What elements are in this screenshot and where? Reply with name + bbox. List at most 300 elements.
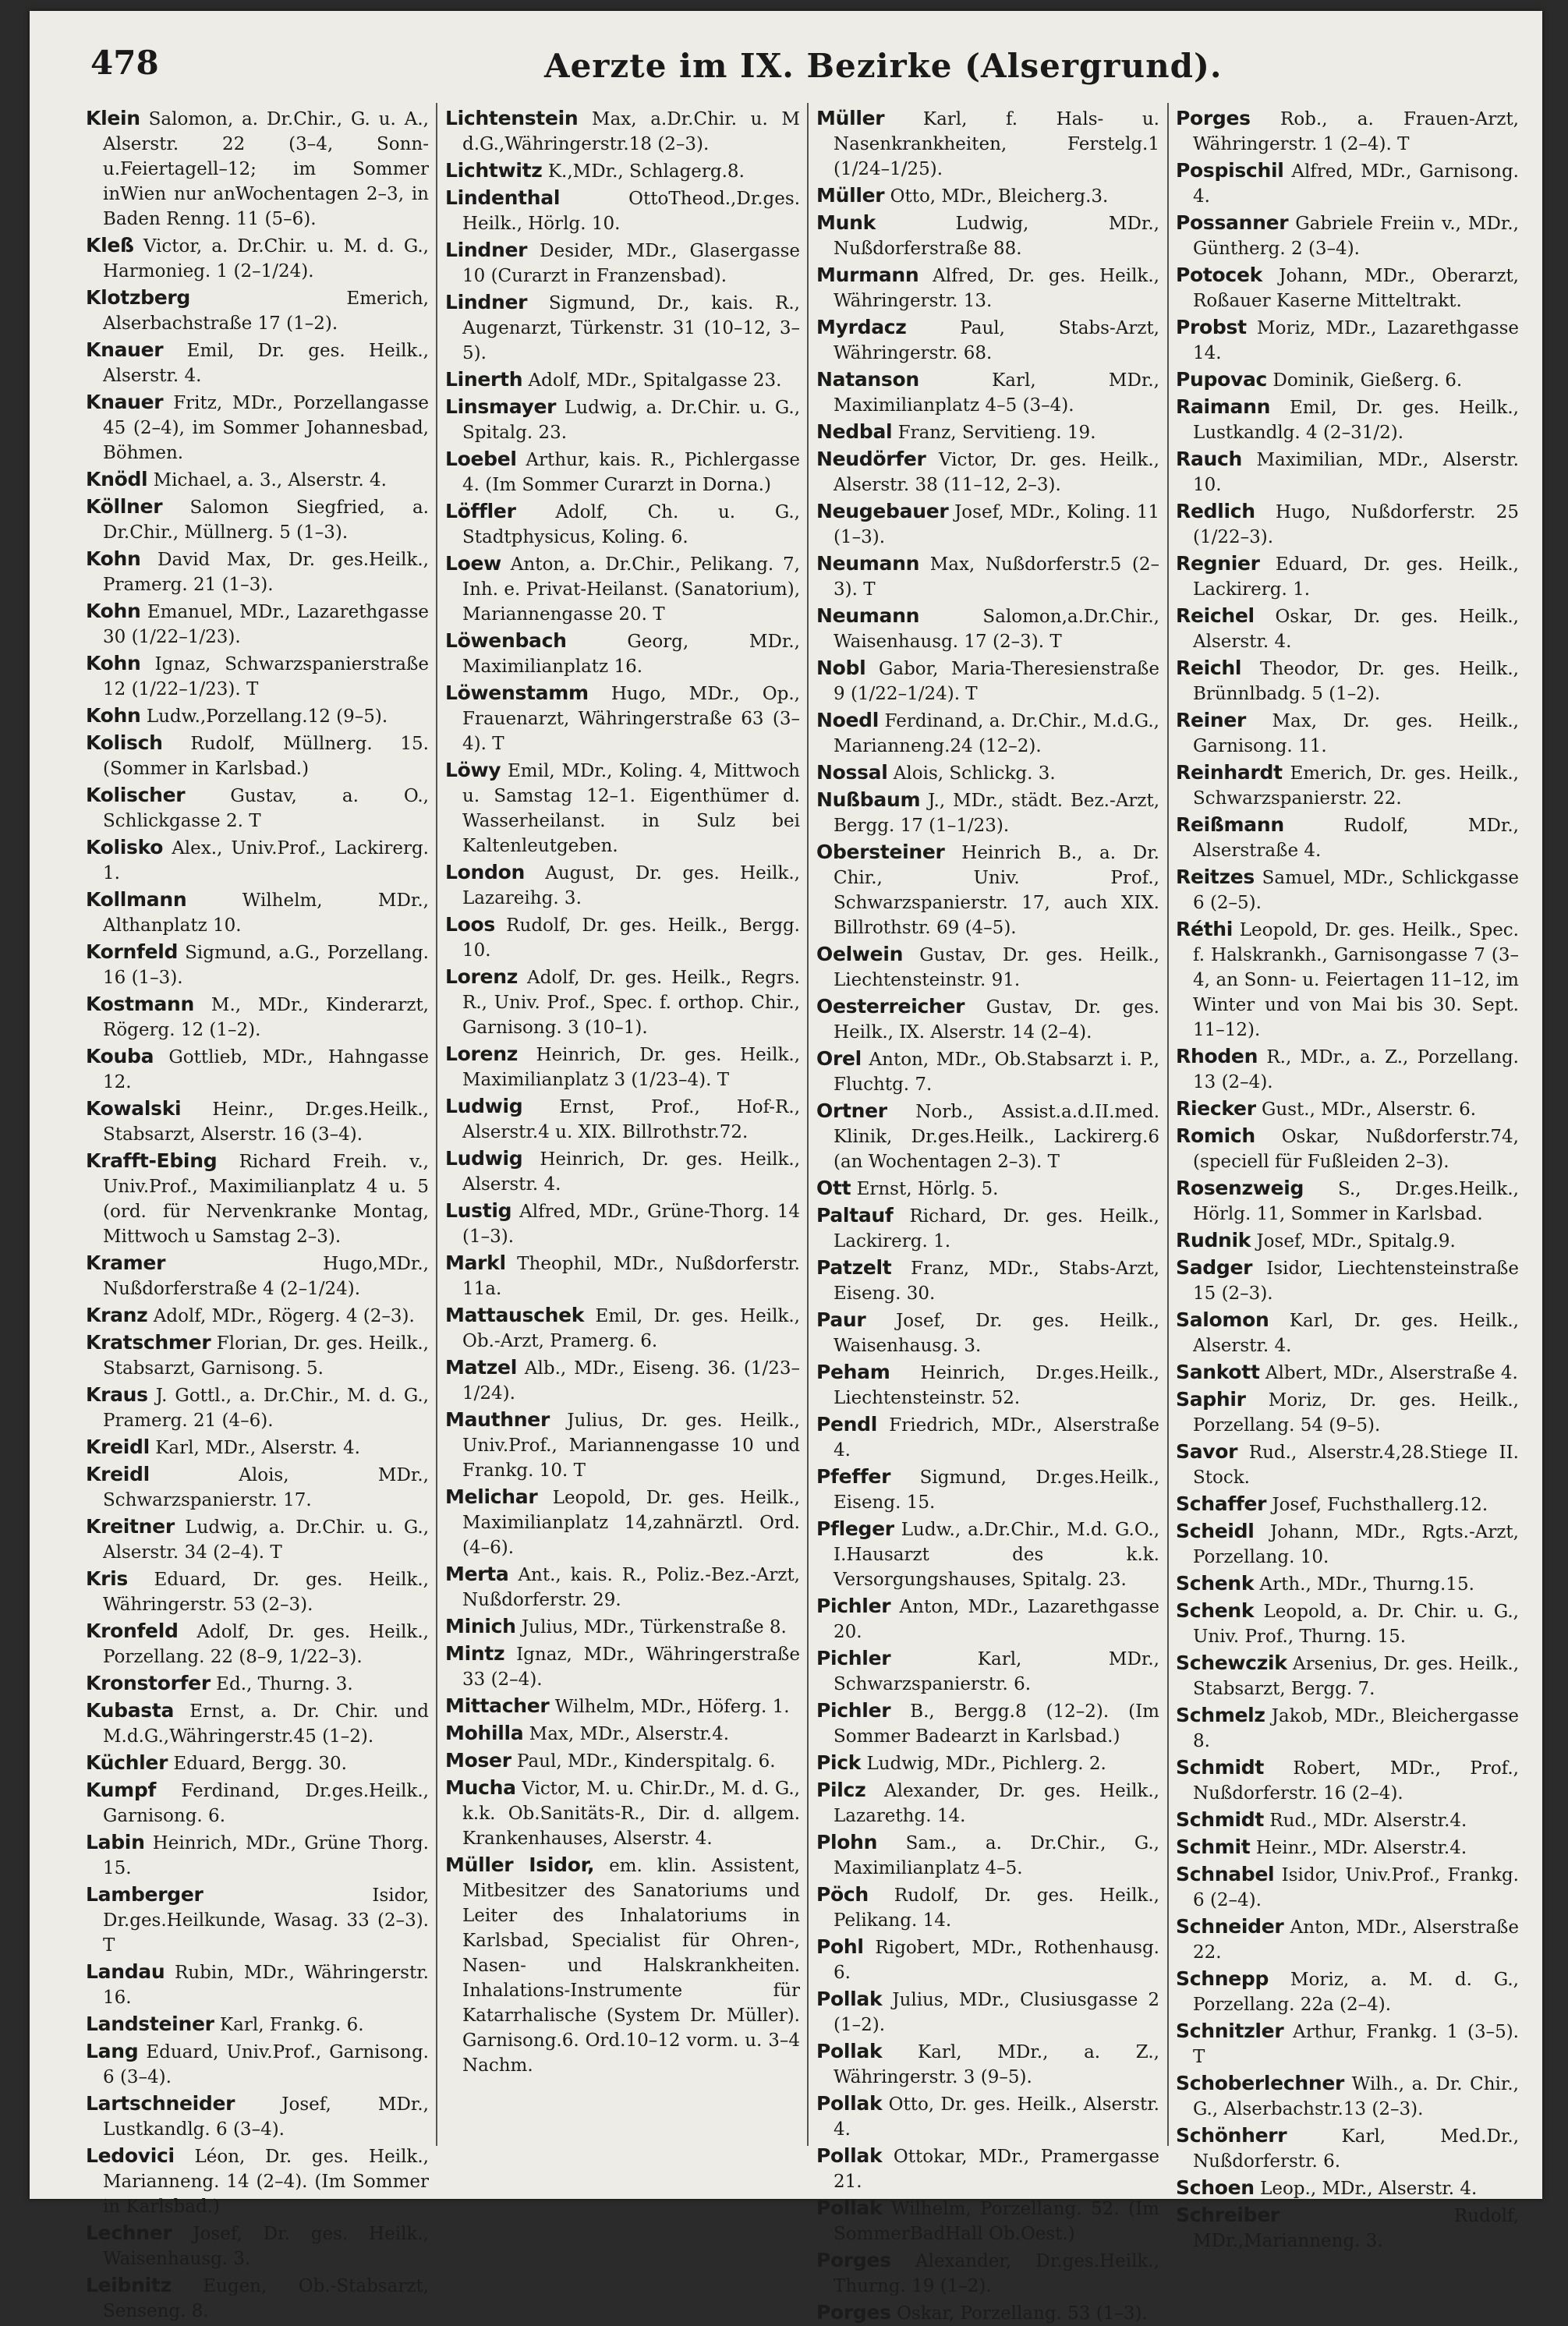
- directory-entry: [86, 731, 429, 781]
- entry-details: Oskar, Nußdorferstr.74, (speciell für Fußleiden 2–3).: [1193, 1127, 1519, 1172]
- physician-name: Pilcz: [816, 1779, 866, 1801]
- entry-details: Eugen, Ob.-Stabsarzt, Senseng. 8.: [103, 2276, 429, 2321]
- physician-name: Ortner: [816, 1099, 887, 1122]
- entry-details: Alfred, MDr., Grüne-Thorg. 14 (1–3).: [462, 1202, 800, 1247]
- entry-details: Ernst, Prof., Hof-R., Alserstr.4 u. XIX. Billrothstr.72.: [462, 1097, 800, 1142]
- directory-entry: [445, 447, 800, 497]
- physician-name: Kumpf: [86, 1779, 157, 1801]
- physician-name: Potocek: [1176, 264, 1262, 286]
- directory-entry: [445, 1303, 800, 1354]
- directory-entry: [1176, 708, 1519, 759]
- directory-entry: [86, 285, 429, 336]
- entry-details: OttoTheod.,Dr.ges. Heilk., Hörlg. 10.: [462, 189, 800, 234]
- physician-name: Reißmann: [1176, 813, 1284, 836]
- entry-details: Léon, Dr. ges. Heilk., Marianneng. 14 (2–4). (Im Sommer in Karlsbad.): [103, 2147, 429, 2217]
- entry-details: Josef, Dr. ges. Heilk., Waisenhausg. 3.: [103, 2224, 429, 2269]
- directory-entry: [816, 1751, 1159, 1776]
- directory-entry: [445, 1641, 800, 1692]
- physician-name: Kleß: [86, 234, 134, 257]
- entry-details: Alex., Univ.Prof., Lackirerg. 1.: [103, 838, 429, 883]
- directory-entry: [86, 2221, 429, 2271]
- physician-name: Oelwein: [816, 943, 904, 965]
- entry-details: Moriz, Dr. ges. Heilk., Porzellang. 54 (9–5).: [1193, 1390, 1519, 1436]
- directory-entry: [816, 1698, 1159, 1749]
- entry-details: Maximilian, MDr., Alserstr. 10.: [1193, 450, 1519, 495]
- physician-name: Schewczik: [1176, 1652, 1287, 1674]
- entry-details: Rudolf, Dr. ges. Heilk., Pelikang. 14.: [834, 1885, 1159, 1931]
- directory-entry: [816, 1517, 1159, 1592]
- entry-details: Rud., Alserstr.4,28.Stiege II. Stock.: [1193, 1443, 1519, 1488]
- physician-name: Neumann: [816, 604, 920, 627]
- physician-name: Rauch: [1176, 448, 1243, 470]
- entry-details: Georg, MDr., Maximilianplatz 16.: [462, 632, 800, 677]
- entry-details: Isidor, Dr.ges.Heilkunde, Wasag. 33 (2–3). T: [103, 1885, 429, 1956]
- physician-name: Regnier: [1176, 552, 1260, 575]
- directory-entry: [816, 840, 1159, 940]
- physician-name: Savor: [1176, 1440, 1238, 1463]
- directory-entry: [86, 1149, 429, 1249]
- directory-entry: [1176, 158, 1519, 209]
- entry-details: Gabor, Maria-Theresienstraße 9 (1/22–1/24). T: [834, 659, 1159, 704]
- entry-details: Karl, Dr. ges. Heilk., Alserstr. 4.: [1193, 1311, 1519, 1356]
- directory-entry: [1176, 1651, 1519, 1701]
- directory-page: [30, 11, 1542, 2324]
- entry-details: Julius, MDr., Clusiusgasse 2 (1–2).: [834, 1990, 1159, 2035]
- directory-entry: [86, 1882, 429, 1958]
- physician-name: Ludwig: [445, 1147, 523, 1170]
- directory-entry: [86, 887, 429, 938]
- directory-entry: [445, 1853, 800, 2078]
- entry-details: Rudolf, MDr., Alserstraße 4.: [1193, 816, 1519, 861]
- entry-details: Emerich, Dr. ges. Heilk., Schwarzspanierstr. 22.: [1193, 763, 1519, 809]
- entry-details: S., Dr.ges.Heilk., Hörlg. 11, Sommer in Karlsbad.: [1193, 1179, 1519, 1224]
- directory-entry: [86, 1435, 429, 1460]
- entry-details: Salomon, a. Dr.Chir., G. u. A., Alserstr. 22 (3–4, Sonn- u.Feiertagell–12; im Sommer inWien nur anWochentagen 2–3, in Baden Renng. 11 (5–6).: [103, 109, 429, 229]
- directory-entry: [816, 1308, 1159, 1358]
- entry-details: Adolf, Dr. ges. Heilk., Porzellang. 22 (8–9, 1/22–3).: [103, 1622, 429, 1667]
- entry-details: Alb., MDr., Eiseng. 36. (1/23–1/24).: [462, 1358, 800, 1404]
- physician-name: Sadger: [1176, 1256, 1253, 1279]
- directory-entry: [816, 656, 1159, 706]
- entry-details: Dominik, Gießerg. 6.: [1267, 370, 1463, 391]
- physician-name: Neudörfer: [816, 448, 926, 470]
- directory-entry: [86, 106, 429, 232]
- physician-name: Mittacher: [445, 1694, 550, 1717]
- entry-details: Ernst, Hörlg. 5.: [851, 1179, 999, 1199]
- directory-entry: [1176, 1598, 1519, 1649]
- directory-entry: [86, 703, 429, 729]
- physician-name: Schmit: [1176, 1836, 1251, 1858]
- entry-details: Wilhelm, MDr., Althanplatz 10.: [103, 890, 429, 936]
- physician-name: Kolischer: [86, 784, 186, 806]
- physician-name: Köllner: [86, 495, 163, 518]
- physician-name: Schreiber: [1176, 2204, 1280, 2226]
- entry-details: Karl, MDr., Maximilianplatz 4–5 (3–4).: [834, 370, 1159, 416]
- entry-details: Josef, Dr. ges. Heilk., Waisenhausg. 3.: [834, 1311, 1159, 1356]
- physician-name: Schmidt: [1176, 1808, 1264, 1831]
- entry-details: Johann, MDr., Oberarzt, Roßauer Kaserne Mitteltrakt.: [1193, 266, 1519, 311]
- directory-entry: [445, 758, 800, 859]
- entry-details: Ottokar, MDr., Pramergasse 21.: [834, 2147, 1159, 2192]
- entry-details: Victor, M. u. Chir.Dr., M. d. G., k.k. Ob.Sanitäts-R., Dir. d. allgem. Krankenhauses, Alserstr. 4.: [462, 1779, 800, 1849]
- column-rule: [1167, 103, 1169, 2146]
- directory-entry: [445, 1775, 800, 1851]
- physician-name: Lamberger: [86, 1883, 204, 1906]
- physician-name: Lindner: [445, 239, 528, 261]
- physician-name: Schnitzler: [1176, 2020, 1284, 2042]
- physician-name: Lichtenstein: [445, 107, 579, 129]
- physician-name: Mauthner: [445, 1408, 550, 1431]
- directory-entry: [1176, 499, 1519, 550]
- directory-entry: [86, 1830, 429, 1881]
- physician-name: Lorenz: [445, 965, 518, 988]
- physician-name: Labin: [86, 1831, 145, 1853]
- entry-details: Florian, Dr. ges. Heilk., Stabsarzt, Garnisong. 5.: [103, 1333, 429, 1379]
- directory-entry: [816, 2091, 1159, 2142]
- directory-entry: [86, 1044, 429, 1095]
- directory-entry: [816, 367, 1159, 418]
- physician-name: Kolisko: [86, 836, 164, 859]
- physician-name: Löwy: [445, 759, 501, 781]
- entry-details: Salomon,a.Dr.Chir., Waisenhausg. 17 (2–3). T: [834, 607, 1159, 652]
- entry-details: Ignaz, MDr., Währingerstraße 33 (2–4).: [462, 1644, 800, 1690]
- physician-name: Nedbal: [816, 420, 893, 443]
- physician-name: Pichler: [816, 1595, 891, 1617]
- directory-entry: [816, 1646, 1159, 1697]
- entry-details: Victor, Dr. ges. Heilk., Alserstr. 38 (11–12, 2–3).: [834, 450, 1159, 495]
- physician-name: Redlich: [1176, 500, 1255, 522]
- directory-entry: [816, 1412, 1159, 1463]
- directory-entry: [1176, 2123, 1519, 2174]
- physician-name: Schnepp: [1176, 1967, 1269, 1990]
- entry-details: Julius, Dr. ges. Heilk., Univ.Prof., Mariannengasse 10 und Frankg. 10. T: [462, 1411, 800, 1481]
- entry-details: Hugo, Nußdorferstr. 25 (1/22–3).: [1193, 502, 1519, 547]
- directory-entry: [1176, 656, 1519, 706]
- physician-name: Lichtwitz: [445, 159, 543, 182]
- physician-name: Schenk: [1176, 1599, 1255, 1622]
- entry-details: Robert, MDr., Prof., Nußdorferstr. 16 (2–4).: [1193, 1758, 1519, 1804]
- directory-entry: [86, 2012, 429, 2037]
- entry-details: Rudolf, Müllnerg. 15. (Sommer in Karlsbad.): [103, 734, 429, 779]
- physician-name: Pupovac: [1176, 368, 1268, 391]
- entry-details: Eduard, Bergg. 30.: [168, 1754, 347, 1774]
- directory-entry: [1176, 1124, 1519, 1174]
- physician-name: Porges: [1176, 107, 1251, 129]
- entry-details: Rud., MDr. Alserstr.4.: [1264, 1811, 1467, 1831]
- entry-details: Sigmund, a.G., Porzellang. 16 (1–3).: [103, 943, 429, 988]
- directory-entry: [816, 1360, 1159, 1411]
- directory-entry: [445, 860, 800, 911]
- directory-entry: [816, 708, 1159, 759]
- entry-details: Emil, Dr. ges. Heilk., Alserstr. 4.: [103, 341, 429, 386]
- physician-name: Pfleger: [816, 1517, 894, 1540]
- physician-name: Scheidl: [1176, 1520, 1255, 1542]
- directory-entry: [816, 1935, 1159, 1985]
- entry-details: Max, MDr., Alserstr.4.: [523, 1724, 730, 1744]
- column-rule: [807, 103, 809, 2146]
- physician-name: Orel: [816, 1047, 862, 1070]
- directory-entry: [1176, 1703, 1519, 1754]
- physician-name: Schneider: [1176, 1915, 1284, 1938]
- entry-details: Alexander, Dr.ges.Heilk., Thurng. 19 (1–2).: [834, 2251, 1159, 2296]
- physician-name: Klotzberg: [86, 286, 190, 309]
- directory-entry: [1176, 1044, 1519, 1095]
- directory-entry: [86, 2144, 429, 2219]
- physician-name: Mattauschek: [445, 1304, 585, 1326]
- entry-details: Victor, a. Dr.Chir. u. M. d. G., Harmonieg. 1 (2–1/24).: [103, 236, 429, 281]
- directory-entry: [445, 1562, 800, 1613]
- entry-details: Josef, Fuchsthallerg.12.: [1266, 1495, 1488, 1515]
- directory-entry: [86, 783, 429, 834]
- entry-details: Eduard, Dr. ges. Heilk., Lackirerg. 1.: [1193, 554, 1519, 600]
- directory-entry: [86, 651, 429, 702]
- physician-name: Pendl: [816, 1413, 878, 1436]
- entry-details: Ant., kais. R., Poliz.-Bez.-Arzt, Nußdorferstr. 29.: [462, 1565, 800, 1610]
- physician-name: Pollak: [816, 2197, 883, 2219]
- entry-details: Paul, Stabs-Arzt, Währingerstr. 68.: [834, 318, 1159, 363]
- entry-details: Franz, MDr., Stabs-Arzt, Eiseng. 30.: [834, 1259, 1159, 1304]
- entry-details: Heinr., MDr. Alserstr.4.: [1250, 1838, 1467, 1858]
- physician-name: Kornfeld: [86, 940, 179, 963]
- physician-name: Kris: [86, 1567, 128, 1590]
- directory-entry: [1176, 1387, 1519, 1438]
- physician-name: Paltauf: [816, 1204, 894, 1227]
- physician-name: Kronfeld: [86, 1620, 179, 1642]
- physician-name: Schoen: [1176, 2176, 1255, 2199]
- physician-name: Pichler: [816, 1647, 891, 1669]
- entry-details: Gottlieb, MDr., Hahngasse 12.: [103, 1047, 429, 1092]
- entry-details: Heinrich, Dr. ges. Heilk., Alserstr. 4.: [462, 1149, 800, 1195]
- directory-entry: [816, 2248, 1159, 2299]
- directory-entry: [445, 186, 800, 236]
- entry-details: Heinrich, Dr. ges. Heilk., Maximilianplatz 3 (1/23–4). T: [462, 1045, 800, 1090]
- entry-details: Friedrich, MDr., Alserstraße 4.: [834, 1415, 1159, 1460]
- physician-name: Kreitner: [86, 1515, 175, 1538]
- entry-details: Leopold, Dr. ges. Heilk., Spec. f. Halskrankh., Garnisongasse 7 (3–4, an Sonn- u. Feiertagen 11–12, im Winter und von Mai bis 30. Sept. 11–12).: [1193, 920, 1519, 1040]
- physician-name: Kranz: [86, 1304, 148, 1326]
- entry-details: Josef, MDr., Lustkandlg. 6 (3–4).: [103, 2094, 429, 2140]
- entry-details: Gustav, a. O., Schlickgasse 2. T: [103, 786, 429, 831]
- directory-entry: [816, 2300, 1159, 2326]
- entry-details: Julius, MDr., Türkenstraße 8.: [515, 1617, 787, 1637]
- directory-entry: [445, 395, 800, 445]
- entry-details: Desider, MDr., Glasergasse 10 (Curarzt in Franzensbad).: [462, 241, 800, 286]
- physician-name: Riecker: [1176, 1097, 1256, 1120]
- directory-entry: [816, 760, 1159, 786]
- physician-name: Kronstorfer: [86, 1672, 211, 1694]
- physician-name: Pollak: [816, 2092, 883, 2115]
- directory-entry: [445, 158, 800, 184]
- entry-details: Ignaz, Schwarzspanierstraße 12 (1/22–1/23). T: [103, 654, 429, 699]
- directory-entry: [816, 1099, 1159, 1174]
- directory-entry: [816, 1594, 1159, 1644]
- directory-entry: [1176, 760, 1519, 811]
- physician-name: Mohilla: [445, 1722, 524, 1744]
- directory-entry: [86, 1751, 429, 1776]
- directory-entry: [445, 965, 800, 1040]
- physician-name: Obersteiner: [816, 841, 945, 863]
- directory-entry: [1176, 2203, 1519, 2253]
- directory-column-4: [1176, 106, 1519, 2251]
- physician-name: Kostmann: [86, 993, 195, 1015]
- entry-details: Heinrich, MDr., Grüne Thorg. 15.: [103, 1833, 429, 1878]
- physician-name: Klein: [86, 107, 140, 129]
- directory-column-1: [86, 106, 429, 2321]
- physician-name: Loew: [445, 552, 501, 575]
- physician-name: Schaffer: [1176, 1492, 1267, 1515]
- physician-name: Réthi: [1176, 918, 1234, 940]
- directory-entry: [86, 835, 429, 886]
- physician-name: Pick: [816, 1751, 862, 1774]
- directory-entry: [86, 1303, 429, 1329]
- physician-name: Lechner: [86, 2222, 172, 2244]
- entry-details: J., MDr., städt. Bez.-Arzt, Bergg. 17 (1–1/23).: [834, 791, 1159, 836]
- physician-name: Munk: [816, 211, 876, 234]
- physician-name: Pfeffer: [816, 1465, 891, 1488]
- directory-entry: [816, 1046, 1159, 1097]
- physician-name: Knödl: [86, 468, 148, 490]
- entry-details: Emanuel, MDr., Lazarethgasse 30 (1/22–1/23).: [103, 602, 429, 647]
- entry-details: Heinr., Dr.ges.Heilk., Stabsarzt, Alserstr. 16 (3–4).: [103, 1099, 429, 1145]
- entry-details: Anton, MDr., Ob.Stabsarzt i. P., Fluchtg. 7.: [834, 1050, 1159, 1095]
- entry-details: Hugo, MDr., Op., Frauenarzt, Währingerstraße 63 (3–4). T: [462, 684, 800, 754]
- physician-name: Plohn: [816, 1831, 878, 1853]
- physician-name: Porges: [816, 2301, 891, 2324]
- directory-entry: [816, 1255, 1159, 1306]
- entry-details: Alfred, Dr. ges. Heilk., Währingerstr. 13.: [834, 266, 1159, 311]
- directory-entry: [1176, 1492, 1519, 1517]
- directory-entry: [816, 2196, 1159, 2246]
- directory-entry: [816, 263, 1159, 313]
- physician-name: Leibnitz: [86, 2274, 172, 2296]
- physician-name: Merta: [445, 1563, 509, 1585]
- physician-name: Reichl: [1176, 657, 1242, 679]
- entry-details: Karl, Frankg. 6.: [214, 2015, 364, 2035]
- column-rule: [436, 103, 437, 2146]
- directory-entry: [1176, 917, 1519, 1043]
- entry-details: Otto, MDr., Bleicherg.3.: [884, 186, 1109, 207]
- physician-name: Krafft-Ebing: [86, 1149, 218, 1172]
- directory-entry: [1176, 865, 1519, 915]
- physician-name: Kraus: [86, 1383, 148, 1406]
- physician-name: Neugebauer: [816, 500, 949, 522]
- entry-details: Alois, Schlickg. 3.: [887, 763, 1056, 784]
- directory-entry: [816, 1203, 1159, 1254]
- entry-details: Arthur, Frankg. 1 (3–5). T: [1193, 2022, 1519, 2067]
- entry-details: August, Dr. ges. Heilk., Lazareihg. 3.: [462, 863, 800, 908]
- entry-details: Anton, MDr., Alserstraße 22.: [1193, 1917, 1519, 1963]
- entry-details: Rob., a. Frauen-Arzt, Währingerstr. 1 (2–4). T: [1193, 109, 1519, 154]
- entry-details: Leop., MDr., Alserstr. 4.: [1254, 2179, 1478, 2199]
- directory-entry: [816, 1830, 1159, 1881]
- directory-entry: [445, 912, 800, 963]
- physician-name: Myrdacz: [816, 316, 907, 338]
- physician-name: Müller Isidor,: [445, 1853, 595, 1876]
- entry-details: Arsenius, Dr. ges. Heilk., Stabsarzt, Bergg. 7.: [1193, 1654, 1519, 1699]
- directory-entry: [86, 494, 429, 545]
- entry-details: Theodor, Dr. ges. Heilk., Brünnlbadg. 5 (1–2).: [1193, 659, 1519, 704]
- entry-details: Ludwig, MDr., Pichlerg. 2.: [861, 1754, 1106, 1774]
- physician-name: Pichler: [816, 1699, 891, 1722]
- physician-name: Mucha: [445, 1776, 516, 1799]
- directory-entry: [816, 2144, 1159, 2194]
- physician-name: Moser: [445, 1749, 511, 1772]
- directory-entry: [816, 1176, 1159, 1202]
- directory-entry: [445, 1721, 800, 1747]
- directory-entry: [1176, 1519, 1519, 1570]
- physician-name: Kowalski: [86, 1097, 182, 1120]
- entry-details: Leopold, Dr. ges. Heilk., Maximilianplatz 14,zahnärztl. Ord. (4–6).: [462, 1488, 800, 1558]
- physician-name: Possanner: [1176, 211, 1289, 234]
- physician-name: Kohn: [86, 600, 141, 622]
- physician-name: Kolisch: [86, 731, 163, 754]
- directory-entry: [816, 1987, 1159, 2037]
- directory-entry: [86, 1462, 429, 1513]
- physician-name: Pospischil: [1176, 159, 1284, 182]
- directory-entry: [445, 1748, 800, 1774]
- directory-entry: [1176, 1835, 1519, 1860]
- physician-name: Melichar: [445, 1485, 538, 1508]
- directory-entry: [1176, 1360, 1519, 1386]
- directory-entry: [1176, 551, 1519, 602]
- directory-entry: [445, 1614, 800, 1640]
- directory-entry: [445, 1407, 800, 1483]
- entry-details: Anton, MDr., Lazarethgasse 20.: [834, 1597, 1159, 1642]
- directory-entry: [816, 551, 1159, 602]
- entry-details: Hugo,MDr., Nußdorferstraße 4 (2–1/24).: [103, 1254, 429, 1299]
- physician-name: Pohl: [816, 1935, 864, 1958]
- directory-entry: [1176, 395, 1519, 445]
- directory-entry: [86, 1671, 429, 1697]
- directory-entry: [445, 238, 800, 289]
- physician-name: Schmelz: [1176, 1704, 1265, 1726]
- physician-name: Kreidl: [86, 1436, 150, 1458]
- physician-name: Landsteiner: [86, 2013, 214, 2035]
- entry-details: Ferdinand, Dr.ges.Heilk., Garnisong. 6.: [103, 1781, 429, 1826]
- entry-details: Sigmund, Dr., kais. R., Augenarzt, Türkenstr. 31 (10–12, 3–5).: [462, 293, 800, 363]
- entry-details: Oskar, Porzellang. 53 (1–3).: [890, 2303, 1148, 2324]
- entry-details: Emil, MDr., Koling. 4, Mittwoch u. Samstag 12–1. Eigenthümer d. Wasserheilanst. in Sulz bei Kaltenleutgeben.: [462, 761, 800, 856]
- entry-details: Ed., Thurng. 3.: [210, 1674, 353, 1694]
- directory-entry: [816, 994, 1159, 1045]
- physician-name: Löwenstamm: [445, 682, 589, 704]
- directory-entry: [86, 390, 429, 466]
- entry-details: Gabriele Freiin v., MDr., Güntherg. 2 (3–4).: [1193, 214, 1519, 259]
- entry-details: Salomon Siegfried, a. Dr.Chir., Müllnerg. 5 (1–3).: [103, 497, 429, 543]
- physician-name: Ledovici: [86, 2144, 175, 2167]
- directory-entry: [445, 1694, 800, 1719]
- entry-details: Michael, a. 3., Alserstr. 4.: [147, 470, 387, 490]
- entry-details: Alexander, Dr. ges. Heilk., Lazarethg. 14.: [834, 1781, 1159, 1826]
- physician-name: London: [445, 861, 525, 883]
- entry-details: Alois, MDr., Schwarzspanierstr. 17.: [103, 1465, 429, 1510]
- entry-details: R., MDr., a. Z., Porzellang. 13 (2–4).: [1193, 1047, 1519, 1092]
- directory-entry: [816, 1778, 1159, 1829]
- physician-name: Rhoden: [1176, 1045, 1258, 1067]
- directory-entry: [1176, 447, 1519, 497]
- physician-name: Küchler: [86, 1751, 168, 1774]
- physician-name: Peham: [816, 1361, 890, 1383]
- physician-name: Reinhardt: [1176, 761, 1283, 784]
- entry-details: Otto, Dr. ges. Heilk., Alserstr. 4.: [834, 2094, 1159, 2140]
- physician-name: Landau: [86, 1960, 165, 1983]
- entry-details: Paul, MDr., Kinderspitalg. 6.: [511, 1751, 776, 1772]
- directory-entry: [816, 447, 1159, 497]
- physician-name: Schoberlechner: [1176, 2072, 1345, 2094]
- entry-details: Isidor, Liechtensteinstraße 15 (2–3).: [1193, 1259, 1519, 1304]
- entry-details: Richard Freih. v., Univ.Prof., Maximilianplatz 4 u. 5 (ord. für Nervenkranke Montag, Mittwoch u Samstag 2–3).: [103, 1152, 429, 1247]
- directory-entry: [445, 499, 800, 550]
